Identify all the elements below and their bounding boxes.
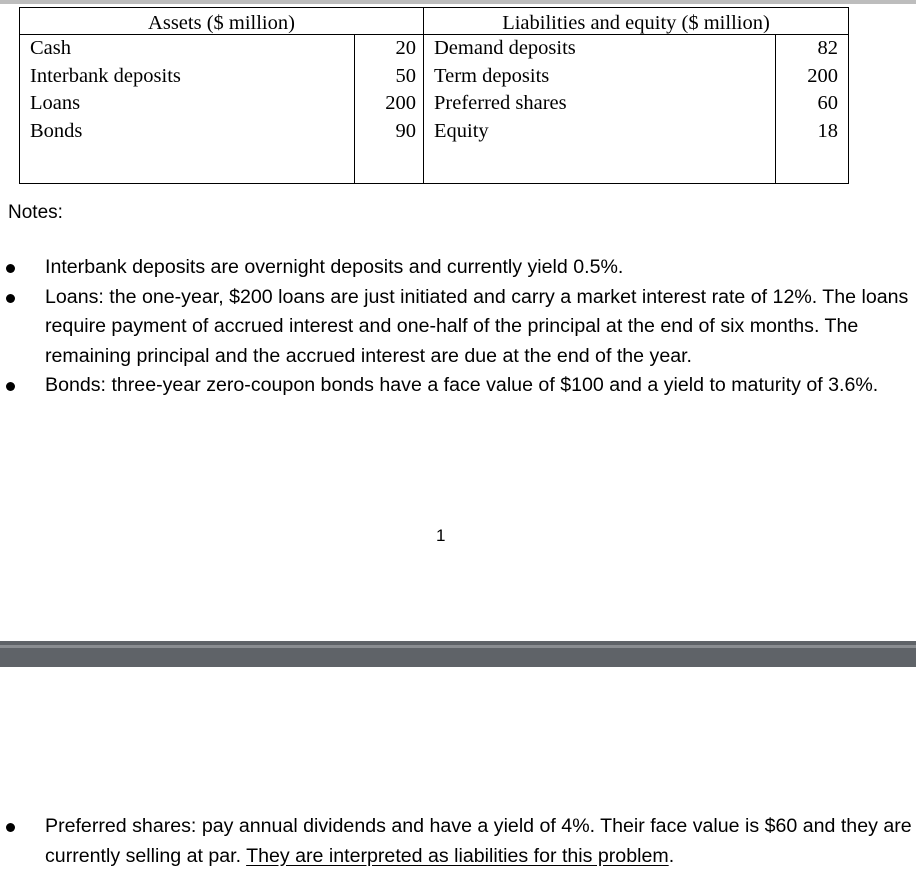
asset-name: Bonds	[30, 119, 83, 142]
liability-name: Preferred shares	[434, 92, 567, 114]
list-item	[0, 812, 916, 871]
liability-name: Demand deposits	[434, 37, 576, 59]
bullet-icon	[6, 382, 15, 391]
liability-values-column	[776, 35, 849, 184]
notes-title: Notes:	[8, 202, 63, 223]
note-text: Bonds: three-year zero-coupon bonds have a face value of $100 and a yield to maturity of 3.6%.	[45, 374, 879, 396]
asset-name: Loans	[30, 92, 81, 114]
underlined-note-text: They are interpreted as liabilities for this problem	[246, 844, 669, 867]
liability-name: Term deposits	[434, 64, 550, 87]
list-item	[0, 283, 916, 372]
asset-values-column	[355, 35, 424, 184]
liability-value: 60	[817, 92, 838, 114]
note-text: Preferred shares: pay annual dividends and have a yield of 4%. Their face value is $60 and they are currently selling at par.	[45, 815, 912, 867]
bullet-icon	[6, 264, 15, 273]
page-number: 1	[436, 526, 446, 545]
asset-name: Cash	[30, 37, 71, 59]
note-text: Interbank deposits are overnight deposits and currently yield 0.5%.	[45, 256, 624, 278]
liability-value: 18	[817, 119, 838, 142]
page-separator-highlight	[0, 645, 916, 648]
balance-sheet-table	[19, 7, 849, 184]
liability-value: 200	[807, 64, 838, 87]
period-text: .	[668, 844, 675, 867]
asset-value: 20	[395, 37, 416, 59]
asset-value: 50	[395, 64, 416, 87]
liability-value: 82	[817, 37, 838, 59]
bullet-icon	[6, 294, 15, 303]
asset-value: 200	[385, 92, 416, 114]
list-item	[0, 371, 916, 401]
bullet-icon	[6, 823, 15, 832]
list-item	[0, 253, 916, 283]
notes-list	[0, 253, 916, 401]
liability-names-column	[424, 35, 776, 184]
liability-name: Equity	[434, 119, 489, 142]
asset-names-column	[20, 35, 355, 184]
asset-name: Interbank deposits	[30, 64, 181, 87]
asset-value: 90	[395, 119, 416, 142]
note-text: Loans: the one-year, $200 loans are just initiated and carry a market interest rate of 12%. The loans require payment of accrued interest and one-half of the principal at the end of six months. The remaining principal and the accrued interest are due at the end of the year.	[45, 285, 909, 367]
notes-list-page-2	[0, 812, 916, 871]
liabilities-header: Liabilities and equity ($ million)	[424, 8, 849, 35]
assets-header: Assets ($ million)	[20, 8, 424, 35]
